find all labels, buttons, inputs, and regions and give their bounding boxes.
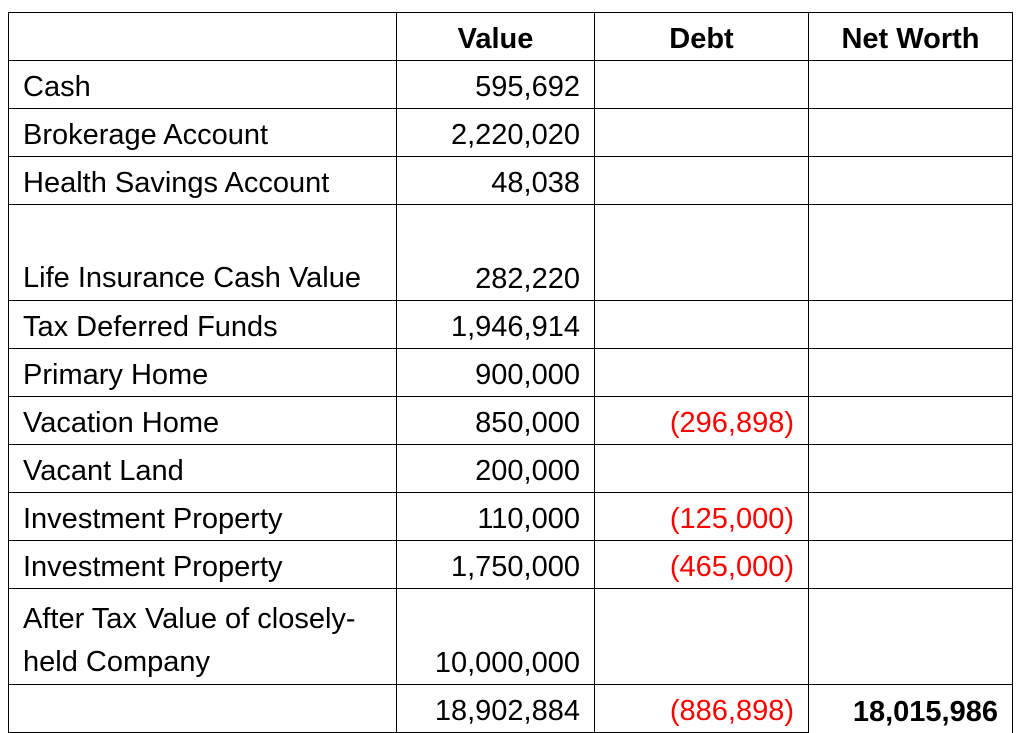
row-net-worth <box>809 301 1013 349</box>
net-worth-sheet <box>8 12 1012 728</box>
row-debt <box>595 445 809 493</box>
total-net-worth: 18,015,986 <box>852 695 998 728</box>
row-debt <box>595 301 809 349</box>
row-label: Life Insurance Cash Value <box>9 205 397 301</box>
table-row <box>9 61 1013 109</box>
row-debt <box>595 205 809 301</box>
row-net-worth <box>809 445 1013 493</box>
totals-row <box>9 685 1013 733</box>
header-net-worth: Net Worth <box>809 13 1013 61</box>
row-value: 110,000 <box>397 493 595 541</box>
row-label: Vacant Land <box>9 445 397 493</box>
row-debt: (296,898) <box>595 397 809 445</box>
row-debt: (125,000) <box>595 493 809 541</box>
totals-label <box>9 685 397 733</box>
row-debt <box>595 109 809 157</box>
header-row <box>9 13 1013 61</box>
table-row <box>9 349 1013 397</box>
table-row <box>9 445 1013 493</box>
table-row <box>9 493 1013 541</box>
row-net-worth <box>809 109 1013 157</box>
row-value: 1,750,000 <box>397 541 595 589</box>
header-debt: Debt <box>595 13 809 61</box>
row-label: Primary Home <box>9 349 397 397</box>
row-debt <box>595 589 809 685</box>
total-net-worth-cell <box>809 685 1013 733</box>
row-debt <box>595 349 809 397</box>
row-label: Tax Deferred Funds <box>9 301 397 349</box>
total-value: 18,902,884 <box>397 685 595 733</box>
table-row <box>9 301 1013 349</box>
table-row <box>9 157 1013 205</box>
row-net-worth <box>809 157 1013 205</box>
row-value: 850,000 <box>397 397 595 445</box>
header-label <box>9 13 397 61</box>
row-net-worth <box>809 61 1013 109</box>
table-row <box>9 109 1013 157</box>
table-row <box>9 541 1013 589</box>
row-net-worth <box>809 541 1013 589</box>
row-label: Vacation Home <box>9 397 397 445</box>
row-label: Health Savings Account <box>9 157 397 205</box>
net-worth-table <box>8 12 1013 733</box>
row-value: 200,000 <box>397 445 595 493</box>
table-row <box>9 589 1013 685</box>
row-label: Investment Property <box>9 493 397 541</box>
row-net-worth <box>809 493 1013 541</box>
row-label: Investment Property <box>9 541 397 589</box>
row-value: 1,946,914 <box>397 301 595 349</box>
row-net-worth <box>809 397 1013 445</box>
row-debt <box>595 61 809 109</box>
table-row <box>9 205 1013 301</box>
row-label: Cash <box>9 61 397 109</box>
row-value: 282,220 <box>397 205 595 301</box>
row-label: After Tax Value of closely-held Company <box>9 589 397 685</box>
row-value: 48,038 <box>397 157 595 205</box>
row-debt <box>595 157 809 205</box>
row-value: 2,220,020 <box>397 109 595 157</box>
row-net-worth <box>809 349 1013 397</box>
row-value: 10,000,000 <box>397 589 595 685</box>
table-row <box>9 397 1013 445</box>
header-value: Value <box>397 13 595 61</box>
row-debt: (465,000) <box>595 541 809 589</box>
row-value: 900,000 <box>397 349 595 397</box>
row-label: Brokerage Account <box>9 109 397 157</box>
row-net-worth <box>809 589 1013 685</box>
row-value: 595,692 <box>397 61 595 109</box>
total-debt: (886,898) <box>595 685 809 733</box>
row-net-worth <box>809 205 1013 301</box>
